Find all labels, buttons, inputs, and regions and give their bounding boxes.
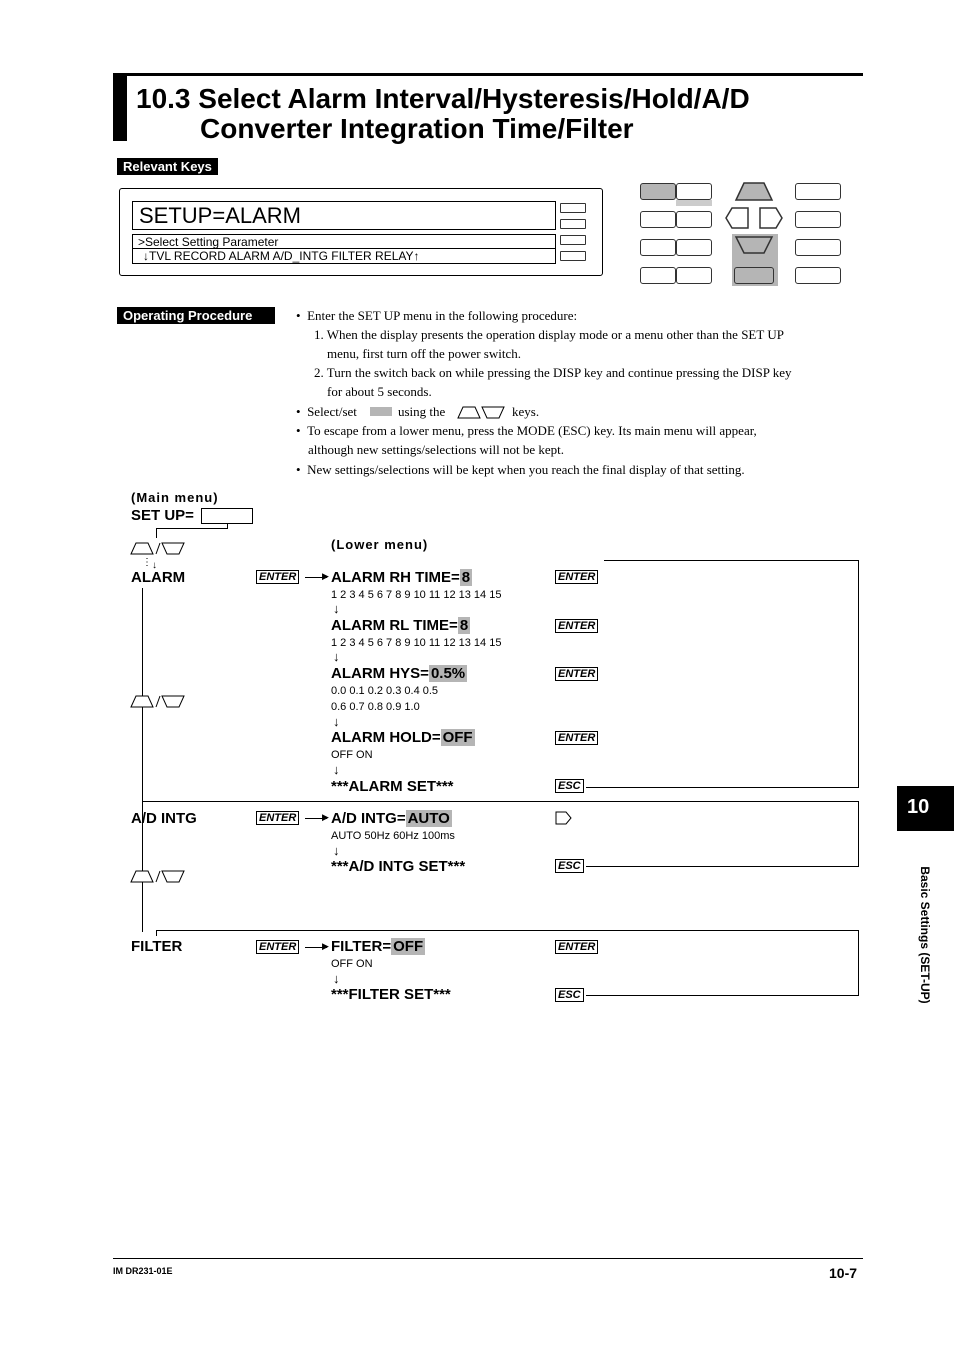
- enter-key-filter-set: ENTER: [555, 940, 598, 954]
- alarm-rh-value: 8: [461, 569, 471, 586]
- enter-key-filter: ENTER: [256, 940, 299, 954]
- enter-key-adintg: ENTER: [256, 811, 299, 825]
- enter-key-hold: ENTER: [555, 731, 598, 745]
- filter-set: ***FILTER SET***: [331, 986, 451, 1003]
- alarm-hold-options: OFF ON: [331, 749, 373, 761]
- ad-intg-options: AUTO 50Hz 60Hz 100ms: [331, 830, 455, 842]
- page-title-line1: 10.3 Select Alarm Interval/Hysteresis/Hold/A/D: [136, 83, 750, 114]
- alarm-rl-time: ALARM RL TIME= 8: [331, 617, 469, 634]
- display-main-text: SETUP=ALARM: [139, 203, 301, 228]
- chapter-tab: [897, 786, 954, 831]
- proc-b2c: keys.: [512, 404, 540, 419]
- alarm-hys: ALARM HYS= 0.5%: [331, 665, 466, 682]
- filter-options: OFF ON: [331, 958, 373, 970]
- alarm-hys-options-2: 0.6 0.7 0.8 0.9 1.0: [331, 701, 420, 713]
- menu-filter: FILTER: [131, 938, 183, 955]
- display-sub2: ↓TVL RECORD ALARM A/D_INTG FILTER RELAY↑: [143, 249, 420, 263]
- alarm-set: ***ALARM SET***: [331, 778, 454, 795]
- menu-ad-intg: A/D INTG: [131, 810, 197, 827]
- up-down-icon-3: [130, 868, 186, 884]
- proc-b4: New settings/selections will be kept when you reach the final display of that setting.: [307, 462, 745, 477]
- alarm-rh-time: ALARM RH TIME= 8: [331, 569, 471, 586]
- proc-b3: To escape from a lower menu, press the MODE (ESC) key. Its main menu will appear,: [307, 423, 757, 438]
- esc-key-adintg: ESC: [555, 859, 584, 873]
- up-down-icon-2: [130, 693, 186, 709]
- proc-s2: 2. Turn the switch back on while pressing the DISP key and continue pressing the DISP key: [314, 365, 792, 380]
- footer-doc-id: IM DR231-01E: [113, 1266, 173, 1276]
- esc-key-alarm: ESC: [555, 779, 584, 793]
- alarm-hys-value: 0.5%: [430, 665, 466, 682]
- ad-intg-value: AUTO: [407, 810, 450, 827]
- operating-procedure-label: Operating Procedure: [117, 307, 275, 324]
- chapter-number: 10: [907, 796, 930, 818]
- menu-alarm: ALARM: [131, 569, 186, 586]
- proc-s1b: menu, first turn off the power switch.: [327, 346, 521, 361]
- footer-page-number: 10-7: [829, 1265, 858, 1281]
- right-arrow-key-icon: [555, 811, 573, 825]
- relevant-keys-label: Relevant Keys: [117, 158, 218, 175]
- filter: FILTER= OFF: [331, 938, 424, 955]
- enter-key-alarm: ENTER: [256, 570, 299, 584]
- footer-rule: [113, 1258, 863, 1259]
- enter-key-hys: ENTER: [555, 667, 598, 681]
- proc-b2b: using the: [398, 404, 446, 419]
- display-sub1: >Select Setting Parameter: [138, 235, 279, 249]
- alarm-rh-options: 1 2 3 4 5 6 7 8 9 10 11 12 13 14 15: [331, 589, 502, 601]
- setup-label: SET UP=: [131, 507, 194, 524]
- alarm-rl-options: 1 2 3 4 5 6 7 8 9 10 11 12 13 14 15: [331, 637, 502, 649]
- setup-value-box: [201, 508, 253, 524]
- proc-s1: 1. When the display presents the operation display mode or a menu other than the SET UP: [314, 327, 784, 342]
- proc-b2a: Select/set: [307, 404, 357, 419]
- ad-intg-set: ***A/D INTG SET***: [331, 858, 466, 875]
- proc-b1: Enter the SET UP menu in the following procedure:: [307, 308, 578, 323]
- enter-key-rh: ENTER: [555, 570, 598, 584]
- flow-diagram: (Main menu) SET UP= (Lower menu) ⋮ ↓ ALARM ENTER ▶ ALARM RH TIME= 8 1 2 3 4 5 6 7 8 9 10 11 12 13 14 15 ↓ ENTER ALARM RL TIME= 8 1 2 3 4 5 6 7 8 9 10 11 12 13 14 15 ↓ ENTER ALARM HYS= 0.5% 0.0 0.1 0.2 0.3 0.4 0.5 0.6 0.7 0.8 0.9 1.0 ↓ ENTER ALARM HOLD= OFF OFF ON ↓ ENTER ***ALARM SET*** ESC A/D INTG ENTER ▶ A/D INTG= AUTO AUTO 50Hz 60Hz 100ms ↓ ***A/D INTG SET*** ESC FILTER ENTER ▶ FILTER= OFF OFF ON ↓ ENTER ***FILTER SET*** ESC: [0, 0, 954, 1351]
- enter-key-rl: ENTER: [555, 619, 598, 633]
- alarm-hold: ALARM HOLD= OFF: [331, 729, 473, 746]
- alarm-rl-value: 8: [459, 617, 469, 634]
- chapter-side-text: Basic Settings (SET-UP): [918, 866, 932, 1004]
- filter-value: OFF: [393, 938, 424, 955]
- ad-intg: A/D INTG= AUTO: [331, 810, 450, 827]
- up-down-icon-1: [130, 540, 186, 556]
- esc-key-filter: ESC: [555, 988, 584, 1002]
- proc-b3b: although new settings/selections will not be kept.: [308, 442, 564, 457]
- lower-menu-label: (Lower menu): [331, 537, 429, 552]
- page-title-line2: Converter Integration Time/Filter: [200, 113, 634, 144]
- alarm-hys-options-1: 0.0 0.1 0.2 0.3 0.4 0.5: [331, 685, 439, 697]
- alarm-hold-value: OFF: [442, 729, 473, 746]
- main-menu-label: (Main menu): [131, 490, 219, 505]
- proc-s2b: for about 5 seconds.: [327, 384, 432, 399]
